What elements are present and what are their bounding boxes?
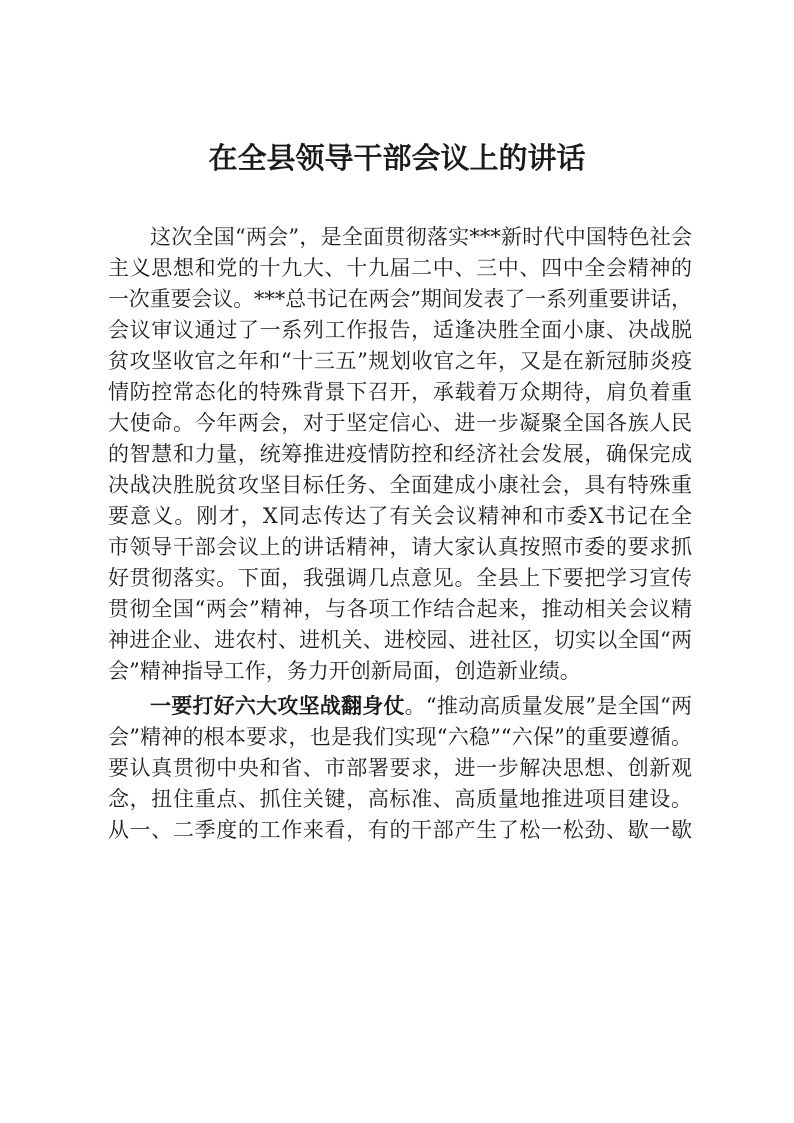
paragraph-1 bbox=[108, 222, 692, 687]
paragraph-line: 贯彻全国“两会”精神，与各项工作结合起来，推动相关会议精 bbox=[108, 597, 692, 621]
paragraph-line: 会”精神的根本要求，也是我们实现“六稳”“六保”的重要遵循。 bbox=[108, 725, 692, 749]
paragraph-line: 主义思想和党的十九大、十九届二中、三中、四中全会精神的 bbox=[108, 256, 692, 280]
paragraph-line bbox=[108, 690, 692, 722]
paragraph-text: 。“推动高质量发展”是全国“两 bbox=[404, 694, 692, 718]
paragraph-line: 会”精神指导工作，务力开创新局面，创造新业绩。 bbox=[108, 659, 581, 683]
section-lead-heading: 一要打好六大攻坚战翻身仗 bbox=[150, 693, 405, 718]
document-body bbox=[108, 222, 692, 846]
paragraph-line: 念，扭住重点、抓住关键，高标准、高质量地推进项目建设。 bbox=[108, 787, 692, 811]
paragraph-line: 决战决胜脱贫攻坚目标任务、全面建成小康社会，具有特殊重 bbox=[108, 473, 692, 497]
paragraph-line: 会议审议通过了一系列工作报告，适逢决胜全面小康、决战脱 bbox=[108, 318, 692, 342]
paragraph-2 bbox=[108, 690, 692, 846]
paragraph-line: 要认真贯彻中央和省、市部署要求，进一步解决思想、创新观 bbox=[108, 756, 692, 780]
document-title: 在全县领导干部会议上的讲话 bbox=[208, 141, 586, 175]
paragraph-line: 的智慧和力量，统筹推进疫情防控和经济社会发展，确保完成 bbox=[108, 442, 692, 466]
paragraph-line: 从一、二季度的工作来看，有的干部产生了松一松劲、歇一歇 bbox=[108, 818, 692, 842]
paragraph-line: 情防控常态化的特殊背景下召开，承载着万众期待，肩负着重 bbox=[108, 380, 692, 404]
paragraph-line: 好贯彻落实。下面，我强调几点意见。全县上下要把学习宣传 bbox=[108, 566, 692, 590]
paragraph-line: 市领导干部会议上的讲话精神，请大家认真按照市委的要求抓 bbox=[108, 535, 692, 559]
paragraph-line: 要意义。刚才，X同志传达了有关会议精神和市委X书记在全 bbox=[108, 504, 692, 528]
paragraph-line: 这次全国“两会”，是全面贯彻落实***新时代中国特色社会 bbox=[150, 225, 692, 249]
paragraph-line: 贫攻坚收官之年和“十三五”规划收官之年，又是在新冠肺炎疫 bbox=[108, 349, 692, 373]
paragraph-line: 神进企业、进农村、进机关、进校园、进社区，切实以全国“两 bbox=[108, 628, 692, 652]
paragraph-line: 大使命。今年两会，对于坚定信心、进一步凝聚全国各族人民 bbox=[108, 411, 692, 435]
paragraph-line: 一次重要会议。***总书记在两会”期间发表了一系列重要讲话， bbox=[108, 287, 692, 311]
